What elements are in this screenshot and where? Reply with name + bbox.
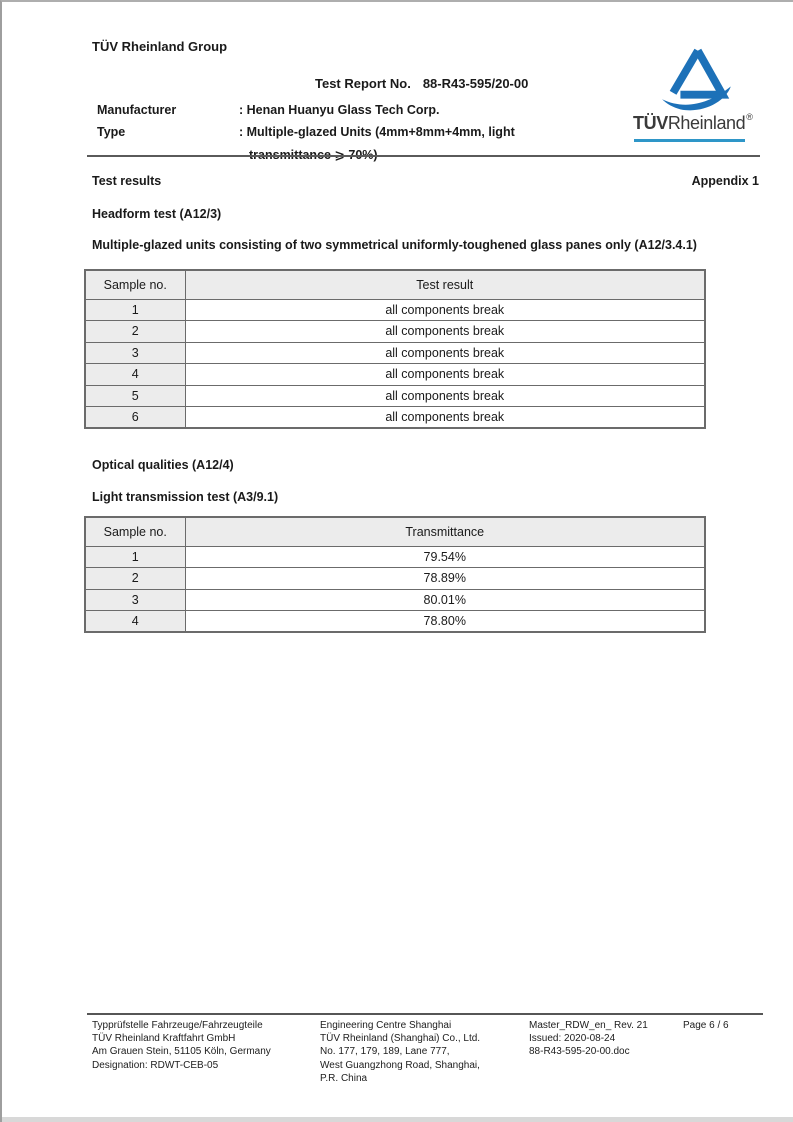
sample-cell: 4 xyxy=(85,364,185,386)
result-cell: all components break xyxy=(185,364,705,386)
footer-line: TÜV Rheinland (Shanghai) Co., Ltd. xyxy=(320,1033,481,1045)
table-row xyxy=(85,546,705,568)
tuv-logo xyxy=(647,47,745,118)
table-row xyxy=(85,407,705,429)
footer-line: No. 177, 179, 189, Lane 777, xyxy=(320,1046,450,1058)
table-row xyxy=(85,611,705,633)
manufacturer-label: Manufacturer xyxy=(97,103,177,117)
result-cell: all components break xyxy=(185,385,705,407)
footer-address-cologne xyxy=(92,1019,317,1072)
logo-underline xyxy=(634,139,745,142)
table-row xyxy=(85,364,705,386)
type-value-line1: : Multiple-glazed Units (4mm+8mm+4mm, light xyxy=(239,125,515,139)
footer-address-shanghai xyxy=(320,1019,525,1085)
tuv-triangle-icon xyxy=(647,47,745,113)
footer-doc-info xyxy=(529,1019,679,1059)
test-results-heading: Test results xyxy=(92,174,162,188)
sample-cell: 1 xyxy=(85,546,185,568)
table-header-row xyxy=(85,517,705,546)
footer-line: Typprüfstelle Fahrzeuge/Fahrzeugteile xyxy=(92,1020,263,1031)
footer-line: Issued: 2020-08-24 xyxy=(529,1033,616,1045)
sample-cell: 6 xyxy=(85,407,185,429)
report-number-line xyxy=(315,76,528,91)
header-sample-no: Sample no. xyxy=(85,270,185,299)
footer-line: Am Grauen Stein, 51105 Köln, Germany xyxy=(92,1046,271,1058)
result-cell: all components break xyxy=(185,321,705,343)
headform-table xyxy=(84,269,706,429)
header-sample-no: Sample no. xyxy=(85,517,185,546)
footer-line: P.R. China xyxy=(320,1072,368,1084)
header-test-result: Test result xyxy=(185,270,705,299)
optical-qualities-heading: Optical qualities (A12/4) xyxy=(92,458,234,472)
footer-line: Engineering Centre Shanghai xyxy=(320,1020,452,1031)
type-label: Type xyxy=(97,125,126,139)
footer-line: Page 6 / 6 xyxy=(683,1020,729,1031)
report-number-label: Test Report No. xyxy=(315,76,411,91)
company-title: TÜV Rheinland Group xyxy=(92,39,228,54)
brand-tuv: TÜV xyxy=(633,113,668,133)
light-transmission-heading: Light transmission test (A3/9.1) xyxy=(92,490,279,504)
headform-subtitle: Multiple-glazed units consisting of two symmetrical uniformly-toughened glass panes only (A12/3.4.1) xyxy=(92,238,697,252)
table-row xyxy=(85,589,705,611)
footer-line: Master_RDW_en_ Rev. 21 xyxy=(529,1020,648,1031)
footer-line: 88-R43-595-20-00.doc xyxy=(529,1046,630,1058)
transmission-table xyxy=(84,516,706,633)
header-transmittance: Transmittance xyxy=(185,517,705,546)
sample-cell: 2 xyxy=(85,321,185,343)
sample-cell: 5 xyxy=(85,385,185,407)
transmittance-cell: 79.54% xyxy=(185,546,705,568)
transmittance-cell: 78.89% xyxy=(185,568,705,590)
table-row xyxy=(85,568,705,590)
table-row xyxy=(85,342,705,364)
sample-cell: 4 xyxy=(85,611,185,633)
sample-cell: 2 xyxy=(85,568,185,590)
header-divider xyxy=(87,155,760,157)
brand-rheinland: Rheinland xyxy=(667,113,746,133)
footer-divider xyxy=(87,1013,763,1015)
table-header-row xyxy=(85,270,705,299)
brand-wordmark xyxy=(633,112,753,134)
report-number-value: 88-R43-595/20-00 xyxy=(422,76,529,91)
sample-cell: 3 xyxy=(85,589,185,611)
sample-cell: 3 xyxy=(85,342,185,364)
result-cell: all components break xyxy=(185,299,705,321)
transmittance-cell: 80.01% xyxy=(185,589,705,611)
result-cell: all components break xyxy=(185,342,705,364)
table-row xyxy=(85,385,705,407)
table-row xyxy=(85,321,705,343)
footer-line: TÜV Rheinland Kraftfahrt GmbH xyxy=(92,1033,236,1045)
headform-test-heading: Headform test (A12/3) xyxy=(92,207,222,221)
table-row xyxy=(85,299,705,321)
transmittance-cell: 78.80% xyxy=(185,611,705,633)
sample-cell: 1 xyxy=(85,299,185,321)
registered-trademark-icon: ® xyxy=(746,112,753,122)
page-bottom-edge xyxy=(2,1117,793,1122)
footer-line: West Guangzhong Road, Shanghai, xyxy=(320,1059,480,1071)
result-cell: all components break xyxy=(185,407,705,429)
appendix-label: Appendix 1 xyxy=(691,174,759,188)
footer-line: Designation: RDWT-CEB-05 xyxy=(92,1059,219,1071)
footer-page-number xyxy=(683,1019,763,1032)
manufacturer-value: : Henan Huanyu Glass Tech Corp. xyxy=(239,103,440,117)
